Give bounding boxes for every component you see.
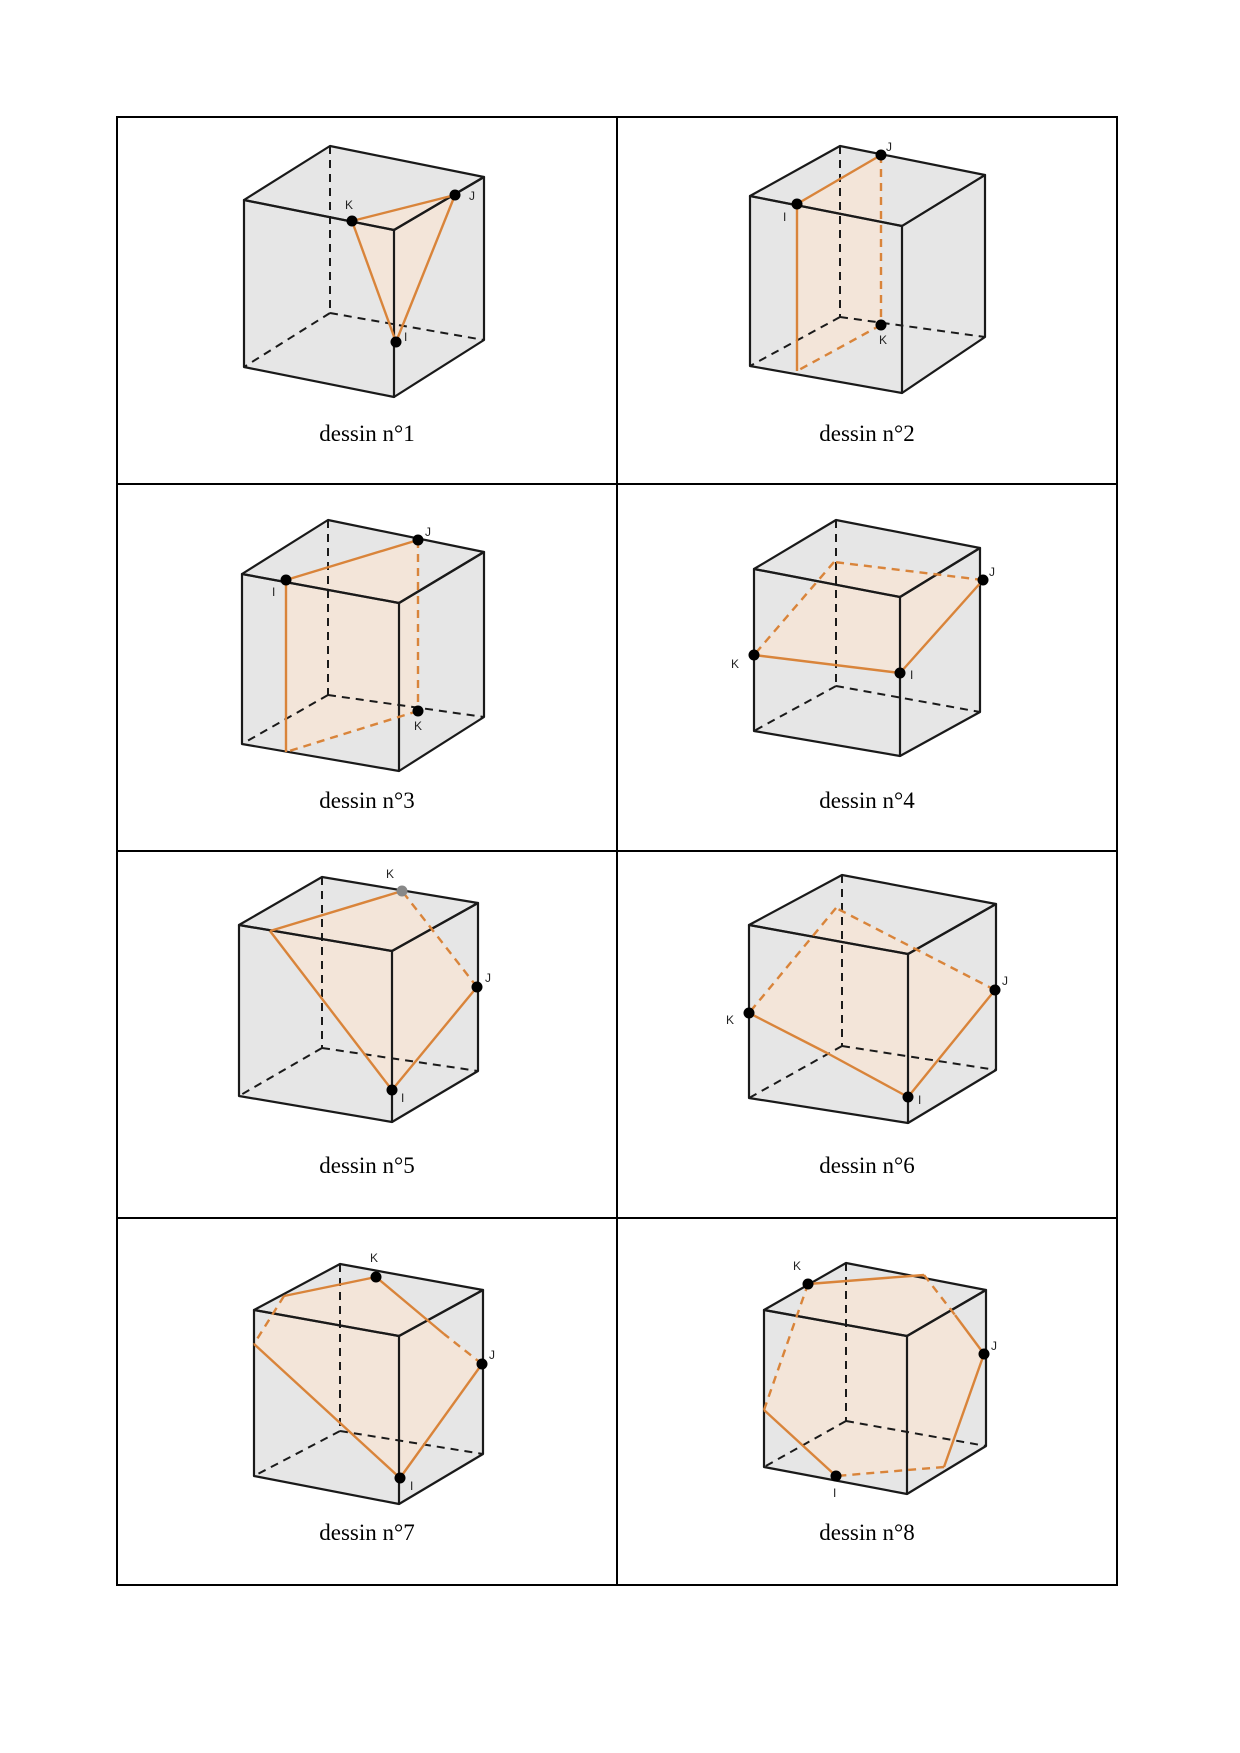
label-J: J (485, 971, 491, 985)
point-K (371, 1272, 382, 1283)
label-K: K (726, 1013, 735, 1027)
caption-4: dessin n°4 (819, 788, 915, 813)
label-I: I (401, 1091, 405, 1105)
caption-8: dessin n°8 (819, 1520, 915, 1545)
label-K: K (879, 333, 888, 347)
cube-drawing-6 (726, 875, 1008, 1123)
point-J (413, 535, 424, 546)
point-K (397, 886, 408, 897)
point-K (744, 1008, 755, 1019)
point-I (895, 668, 906, 679)
cube-silhouette (244, 146, 484, 397)
label-J: J (425, 525, 431, 539)
label-K: K (793, 1259, 802, 1273)
cube-drawing-4 (731, 520, 995, 756)
label-K: K (345, 198, 354, 212)
point-K (749, 650, 760, 661)
point-K (347, 216, 358, 227)
caption-7: dessin n°7 (319, 1520, 415, 1545)
point-K (876, 320, 887, 331)
point-I (792, 199, 803, 210)
label-I: I (918, 1093, 922, 1107)
label-I: I (910, 668, 914, 682)
point-J (450, 190, 461, 201)
label-I: I (833, 1486, 837, 1500)
label-K: K (731, 657, 740, 671)
label-K: K (370, 1251, 379, 1265)
label-I: I (783, 210, 787, 224)
point-I (903, 1092, 914, 1103)
cube-drawing-3 (242, 520, 484, 771)
point-K (803, 1279, 814, 1290)
label-I: I (410, 1479, 414, 1493)
label-K: K (414, 719, 423, 733)
point-I (281, 575, 292, 586)
cube-drawing-5 (239, 867, 491, 1122)
label-J: J (1002, 974, 1008, 988)
point-J (990, 985, 1001, 996)
point-J (978, 575, 989, 586)
label-I: I (272, 585, 276, 599)
point-K (413, 706, 424, 717)
cube-drawing-7 (254, 1251, 495, 1504)
point-I (387, 1085, 398, 1096)
point-I (395, 1473, 406, 1484)
label-J: J (989, 565, 995, 579)
label-I: I (404, 330, 408, 344)
cube-drawing-2 (750, 140, 985, 393)
point-J (876, 150, 887, 161)
label-J: J (469, 189, 475, 203)
point-J (979, 1349, 990, 1360)
caption-5: dessin n°5 (319, 1153, 415, 1178)
label-J: J (991, 1339, 997, 1353)
caption-6: dessin n°6 (819, 1153, 915, 1178)
cube-drawing-8 (764, 1259, 997, 1500)
point-I (391, 337, 402, 348)
label-J: J (886, 140, 892, 154)
caption-2: dessin n°2 (819, 421, 915, 446)
point-I (831, 1471, 842, 1482)
point-J (472, 982, 483, 993)
caption-3: dessin n°3 (319, 788, 415, 813)
label-K: K (386, 867, 395, 881)
label-J: J (489, 1348, 495, 1362)
caption-1: dessin n°1 (319, 421, 415, 446)
point-J (477, 1359, 488, 1370)
cube-drawing-1 (244, 146, 484, 397)
